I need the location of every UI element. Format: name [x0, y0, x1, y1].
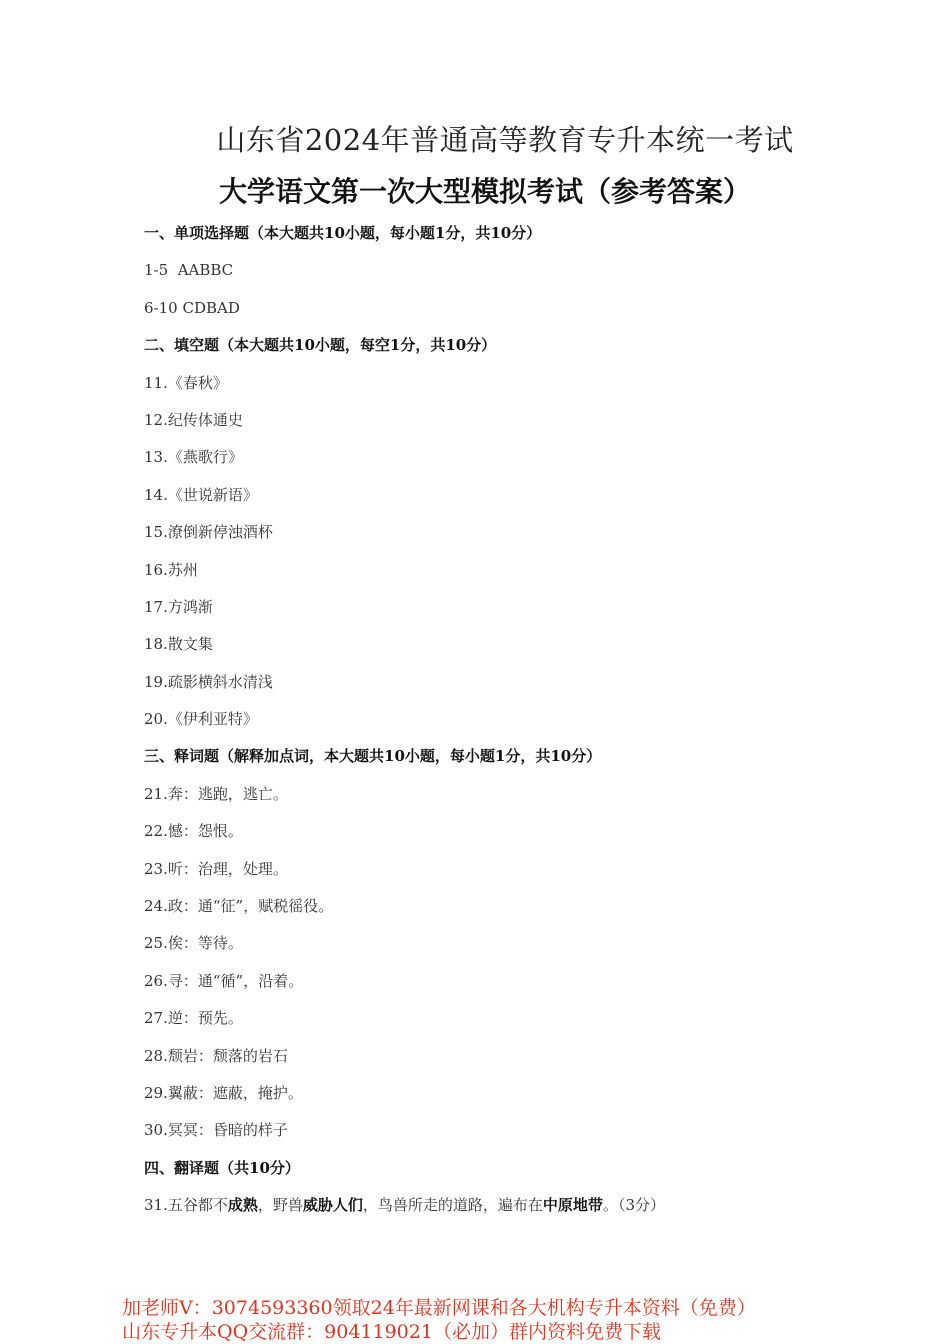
page-subtitle: 大学语文第一次大型模拟考试（参考答案） — [218, 175, 751, 208]
answer-line: 23.听：治理，处理。 — [144, 859, 288, 878]
answer-line: 24.政：通“征”，赋税徭役。 — [144, 897, 334, 916]
answer-line: 30.冥冥：昏暗的样子 — [144, 1121, 288, 1140]
section-heading-translation: 四、翻译题（共10分） — [144, 1158, 300, 1177]
answer-line-31 — [144, 1194, 824, 1231]
answer-text: 31.五谷都不 — [144, 1196, 228, 1215]
section-heading-choice: 一、单项选择题（本大题共10小题，每小题1分，共10分） — [144, 224, 542, 242]
answer-line: 18.散文集 — [144, 635, 213, 654]
answer-line: 25.俟：等待。 — [144, 934, 243, 953]
answer-line: 22.憾：怨恨。 — [144, 822, 243, 841]
footer-line-contact: 加老师V：3074593360领取24年最新网课和各大机构专升本资料（免费） — [122, 1297, 756, 1319]
answer-line: 13.《燕歌行》 — [144, 448, 243, 467]
answer-line: 27.逆：预先。 — [144, 1009, 243, 1028]
answer-line: 6-10 CDBAD — [144, 298, 240, 317]
answer-line: 26.寻：通“循”，沿着。 — [144, 971, 304, 990]
answer-line: 11.《春秋》 — [144, 373, 228, 392]
section-heading-word-explanation: 三、释词题（解释加点词，本大题共10小题，每小题1分，共10分） — [144, 747, 602, 766]
key-point: 威胁人们 — [302, 1196, 363, 1215]
footer-watermark — [122, 1296, 756, 1344]
key-point: 成熟 — [227, 1196, 258, 1215]
key-point: 中原地带 — [542, 1196, 603, 1215]
answer-line: 12.纪传体通史 — [144, 410, 243, 429]
answer-line: 29.翼蔽：遮蔽，掩护。 — [144, 1083, 303, 1102]
page-title: 山东省2024年普通高等教育专升本统一考试 — [216, 123, 794, 157]
answer-line: 19.疏影横斜水清浅 — [144, 672, 273, 691]
answer-line: 17.方鸿渐 — [144, 597, 213, 616]
answer-line: 1-5 AABBC — [144, 261, 234, 280]
answer-text: ，鸟兽所走的道路，遍布在 — [362, 1196, 543, 1215]
answer-line: 14.《世说新语》 — [144, 485, 258, 504]
section-heading-fill-blank: 二、填空题（本大题共10小题，每空1分，共10分） — [144, 336, 497, 355]
answer-line: 15.潦倒新停浊酒杯 — [144, 523, 273, 542]
answer-text: ，野兽 — [257, 1196, 303, 1215]
footer-line-group: 山东专升本QQ交流群：904119021（必加）群内资料免费下载 — [122, 1321, 661, 1343]
answer-line: 16.苏州 — [144, 560, 198, 579]
answer-text: 。（3分） — [602, 1196, 665, 1215]
answer-line: 20.《伊利亚特》 — [144, 710, 258, 729]
answer-line: 21.奔：逃跑，逃亡。 — [144, 784, 288, 803]
answer-line: 28.颓岩：颓落的岩石 — [144, 1046, 288, 1065]
answer-content — [144, 222, 824, 1232]
